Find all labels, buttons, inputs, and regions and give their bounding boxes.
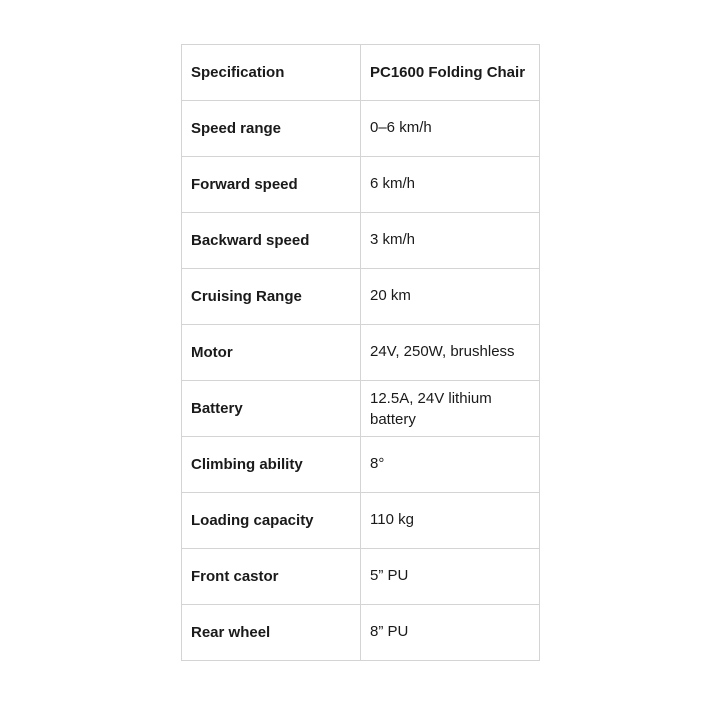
table-row xyxy=(182,101,540,157)
row-value: 12.5A, 24V lithium battery xyxy=(361,381,540,437)
row-label: Front castor xyxy=(182,549,361,605)
header-specification: Specification xyxy=(182,45,361,101)
row-label: Speed range xyxy=(182,101,361,157)
row-value: 8” PU xyxy=(361,605,540,661)
row-label: Cruising Range xyxy=(182,269,361,325)
row-label: Backward speed xyxy=(182,213,361,269)
row-value: 110 kg xyxy=(361,493,540,549)
row-label: Battery xyxy=(182,381,361,437)
table-row xyxy=(182,437,540,493)
row-value: 3 km/h xyxy=(361,213,540,269)
row-value: 20 km xyxy=(361,269,540,325)
row-value: 0–6 km/h xyxy=(361,101,540,157)
row-label: Forward speed xyxy=(182,157,361,213)
table-row xyxy=(182,605,540,661)
row-label: Climbing ability xyxy=(182,437,361,493)
table-header-row xyxy=(182,45,540,101)
table-row xyxy=(182,493,540,549)
row-value: 8° xyxy=(361,437,540,493)
row-label: Loading capacity xyxy=(182,493,361,549)
row-value: 5” PU xyxy=(361,549,540,605)
header-product: PC1600 Folding Chair xyxy=(361,45,540,101)
table-row xyxy=(182,213,540,269)
spec-table xyxy=(181,44,540,661)
row-label: Motor xyxy=(182,325,361,381)
table-row xyxy=(182,549,540,605)
row-value: 24V, 250W, brushless xyxy=(361,325,540,381)
row-value: 6 km/h xyxy=(361,157,540,213)
row-label: Rear wheel xyxy=(182,605,361,661)
table-row xyxy=(182,381,540,437)
table-row xyxy=(182,157,540,213)
table-row xyxy=(182,269,540,325)
table-row xyxy=(182,325,540,381)
